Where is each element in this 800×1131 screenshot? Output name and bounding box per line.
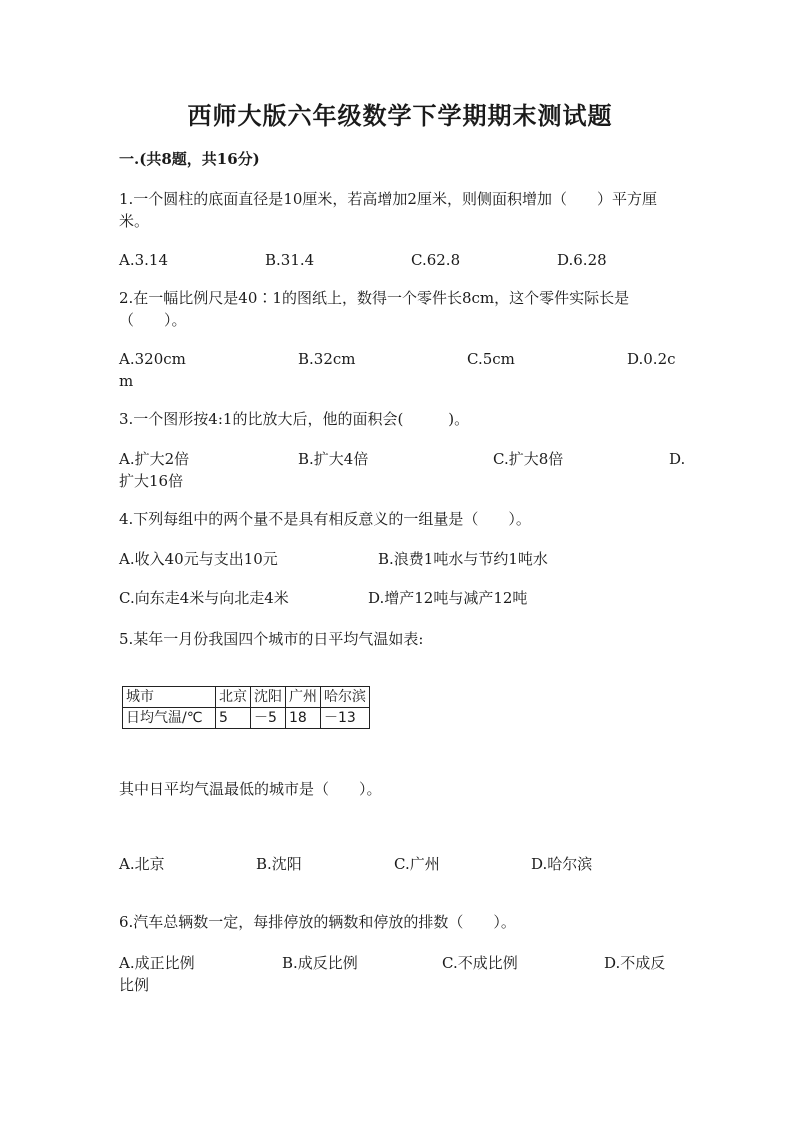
question-2-option-c[interactable]: C.5cm (467, 350, 515, 368)
table-cell: －5 (251, 708, 286, 729)
table-cell: 城市 (123, 687, 216, 708)
table-cell: 18 (286, 708, 321, 729)
table-header-row (123, 687, 370, 708)
table-cell: 沈阳 (251, 687, 286, 708)
question-1-option-c[interactable]: C.62.8 (411, 251, 461, 269)
question-5-stem: 5.某年一月份我国四个城市的日平均气温如表: (119, 630, 424, 648)
question-2-option-a[interactable]: A.320cm (119, 350, 186, 368)
question-5-followup: 其中日平均气温最低的城市是（ ）。 (119, 780, 382, 798)
question-6-option-d[interactable]: D.不成反 (604, 954, 666, 972)
question-1-option-d[interactable]: D.6.28 (557, 251, 607, 269)
question-3-option-d[interactable]: D. (669, 450, 686, 468)
question-3-option-b[interactable]: B.扩大4倍 (298, 450, 369, 468)
question-1-stem: 1.一个圆柱的底面直径是10厘米，若高增加2厘米，则侧面积增加（ ）平方厘米。 (119, 190, 657, 230)
page-title: 西师大版六年级数学下学期期末测试题 (187, 101, 613, 130)
question-2-option-d[interactable]: D.0.2c (627, 350, 676, 368)
question-5-option-d[interactable]: D.哈尔滨 (531, 855, 593, 873)
table-cell: 哈尔滨 (321, 687, 370, 708)
table-cell: 北京 (216, 687, 251, 708)
question-4-option-b[interactable]: B.浪费1吨水与节约1吨水 (378, 550, 548, 568)
table-row (123, 708, 370, 729)
question-5-option-a[interactable]: A.北京 (119, 855, 165, 873)
question-1-option-a[interactable]: A.3.14 (119, 251, 168, 269)
question-4-stem: 4.下列每组中的两个量不是具有相反意义的一组量是（ ）。 (119, 510, 531, 528)
temperature-table (122, 686, 370, 729)
question-6-option-d-wrap: 比例 (119, 976, 150, 994)
question-2-stem: 2.在一幅比例尺是40∶1的图纸上，数得一个零件长8cm，这个零件实际长是（ ）。 (119, 289, 630, 329)
table-cell: 日均气温/℃ (123, 708, 216, 729)
section-heading: 一.(共8题，共16分) (119, 150, 260, 168)
question-6-option-c[interactable]: C.不成比例 (442, 954, 518, 972)
question-2-option-b[interactable]: B.32cm (298, 350, 356, 368)
question-6-option-b[interactable]: B.成反比例 (282, 954, 358, 972)
question-3-option-a[interactable]: A.扩大2倍 (119, 450, 190, 468)
question-4-option-c[interactable]: C.向东走4米与向北走4米 (119, 589, 289, 607)
question-3-stem: 3.一个图形按4:1的比放大后，他的面积会( )。 (119, 410, 470, 428)
question-5-option-c[interactable]: C.广州 (394, 855, 440, 873)
question-1-option-b[interactable]: B.31.4 (265, 251, 315, 269)
question-4-option-d[interactable]: D.增产12吨与减产12吨 (368, 589, 528, 607)
question-6-stem: 6.汽车总辆数一定，每排停放的辆数和停放的排数（ ）。 (119, 913, 516, 931)
table-cell: 广州 (286, 687, 321, 708)
question-2-option-d-wrap: m (119, 372, 134, 390)
question-4-option-a[interactable]: A.收入40元与支出10元 (119, 550, 278, 568)
question-6-option-a[interactable]: A.成正比例 (119, 954, 195, 972)
table-cell: 5 (216, 708, 251, 729)
table-cell: －13 (321, 708, 370, 729)
question-3-option-d-wrap: 扩大16倍 (119, 472, 184, 490)
question-5-option-b[interactable]: B.沈阳 (256, 855, 302, 873)
question-3-option-c[interactable]: C.扩大8倍 (493, 450, 564, 468)
